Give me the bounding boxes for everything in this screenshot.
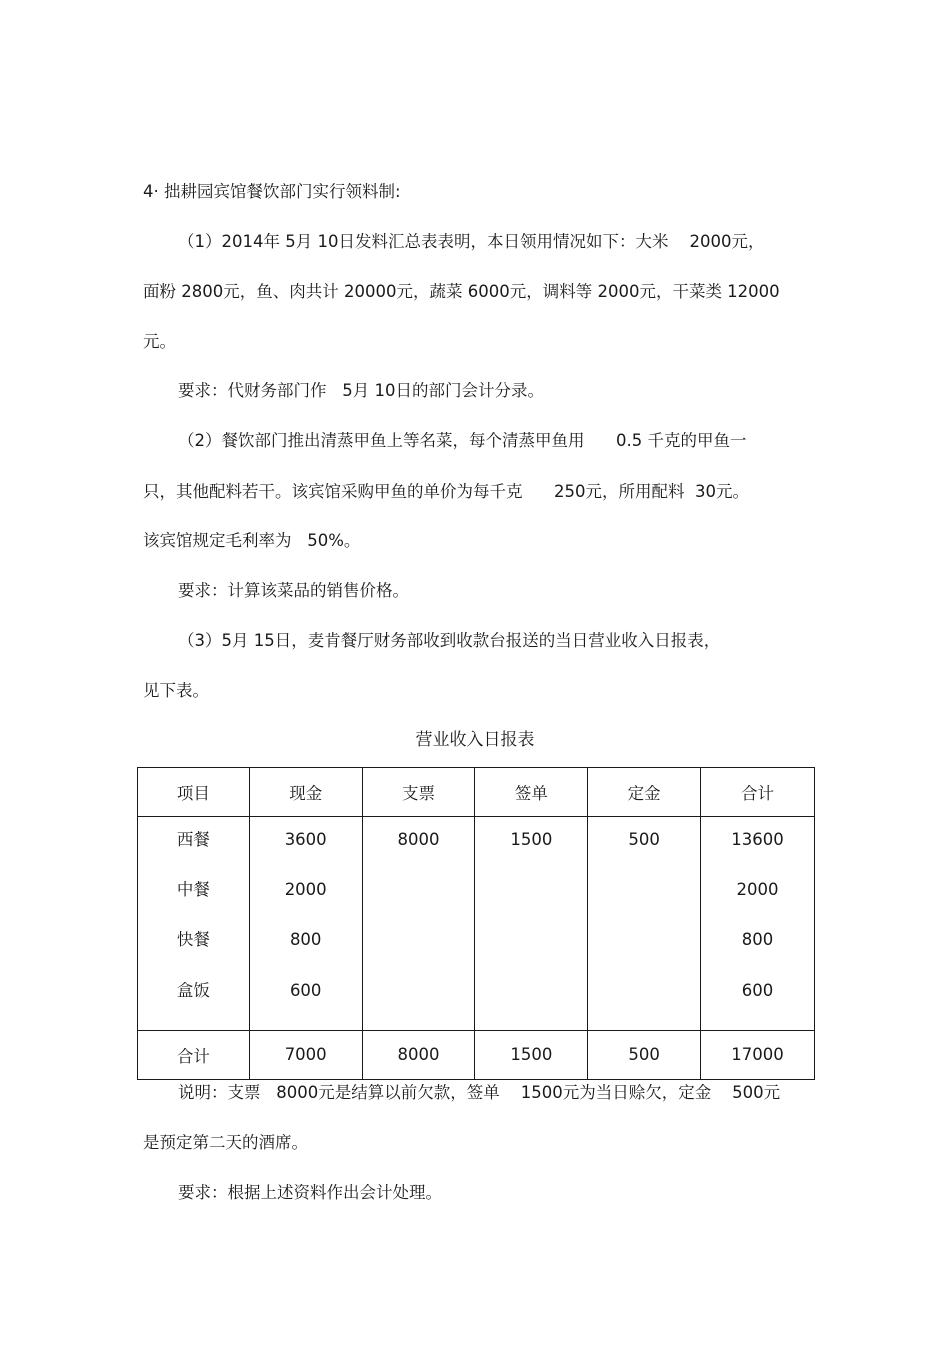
requirement-2: 要求：计算该菜品的销售价格。 [178, 581, 409, 600]
header-cash: 现金 [249, 768, 362, 817]
table-cell: 500 [628, 830, 660, 849]
table-cell: 盒饭 [176, 980, 210, 1000]
table-cell: 8000 [397, 830, 440, 849]
table-cell: 600 [289, 980, 322, 1000]
deposit-column [588, 817, 701, 1031]
paragraph-2-line-1: （2）餐饮部门推出清蒸甲鱼上等名菜，每个清蒸甲鱼用 0.5 千克的甲鱼一 [178, 431, 747, 450]
header-item: 项目 [138, 768, 250, 817]
table-cell: 快餐 [176, 930, 210, 950]
paragraph-1-line-1: （1）2014年 5月 10日发料汇总表表明，本日领用情况如下：大米 2000元， [178, 232, 765, 251]
table-cell: 13600 [731, 830, 784, 849]
paragraph-1-line-2: 面粉 2800元，鱼、肉共计 20000元，蔬菜 6000元，调料等 2000元，干菜类 12000 [143, 282, 780, 301]
table-cell: 8000 [362, 1030, 475, 1079]
note-line-1: 说明：支票 8000元是结算以前欠款，签单 1500元为当日赊欠，定金 500元 [178, 1083, 781, 1102]
table-cell: 中餐 [176, 880, 210, 900]
header-check: 支票 [362, 768, 475, 817]
table-cell: 2000 [284, 880, 327, 900]
note-line-2: 是预定第二天的酒席。 [143, 1133, 308, 1152]
table-title: 营业收入日报表 [415, 730, 535, 750]
table-total-row [138, 1030, 815, 1079]
table-cell: 1500 [475, 1030, 588, 1079]
table-header-row [138, 768, 815, 817]
table-cell: 合计 [138, 1030, 250, 1079]
header-sign: 签单 [475, 768, 588, 817]
table-cell [588, 879, 700, 929]
table-cell: 2000 [736, 880, 779, 900]
header-deposit: 定金 [588, 768, 701, 817]
paragraph-1-line-3: 元。 [143, 332, 176, 351]
total-column [701, 817, 815, 1031]
paragraph-3-line-2: 见下表。 [143, 681, 209, 700]
table-cell: 1500 [510, 830, 553, 849]
table-cell [588, 929, 700, 979]
table-cell [363, 980, 475, 1030]
paragraph-2-line-3: 该宾馆规定毛利率为 50%。 [143, 531, 361, 550]
paragraph-3-line-1: （3）5月 15日，麦肯餐厅财务部收到收款台报送的当日营业收入日报表， [178, 631, 721, 650]
table-body [138, 817, 815, 1031]
table-cell: 西餐 [176, 830, 210, 849]
requirement-1: 要求：代财务部门作 5月 10日的部门会计分录。 [178, 381, 544, 400]
requirement-3: 要求：根据上述资料作出会计处理。 [178, 1183, 442, 1202]
revenue-report-table [137, 767, 815, 1080]
cash-column [249, 817, 362, 1031]
item-column [138, 817, 250, 1031]
table-cell: 17000 [701, 1030, 815, 1079]
table-cell: 7000 [249, 1030, 362, 1079]
table-cell [475, 929, 587, 979]
table-cell [475, 980, 587, 1030]
sign-column [475, 817, 588, 1031]
table-cell [363, 879, 475, 929]
table-cell [475, 879, 587, 929]
table-cell [588, 980, 700, 1030]
paragraph-2-line-2: 只，其他配料若干。该宾馆采购甲鱼的单价为每千克 250元，所用配料 30元。 [143, 482, 749, 501]
check-column [362, 817, 475, 1031]
table-cell [363, 929, 475, 979]
table-cell: 600 [741, 980, 774, 1000]
table-cell: 3600 [284, 830, 327, 849]
table-cell: 800 [289, 930, 322, 950]
table-cell: 500 [588, 1030, 701, 1079]
table-cell: 800 [741, 930, 774, 950]
question-heading: 4· 拙耕园宾馆餐饮部门实行领料制: [143, 182, 401, 201]
header-total: 合计 [701, 768, 815, 817]
